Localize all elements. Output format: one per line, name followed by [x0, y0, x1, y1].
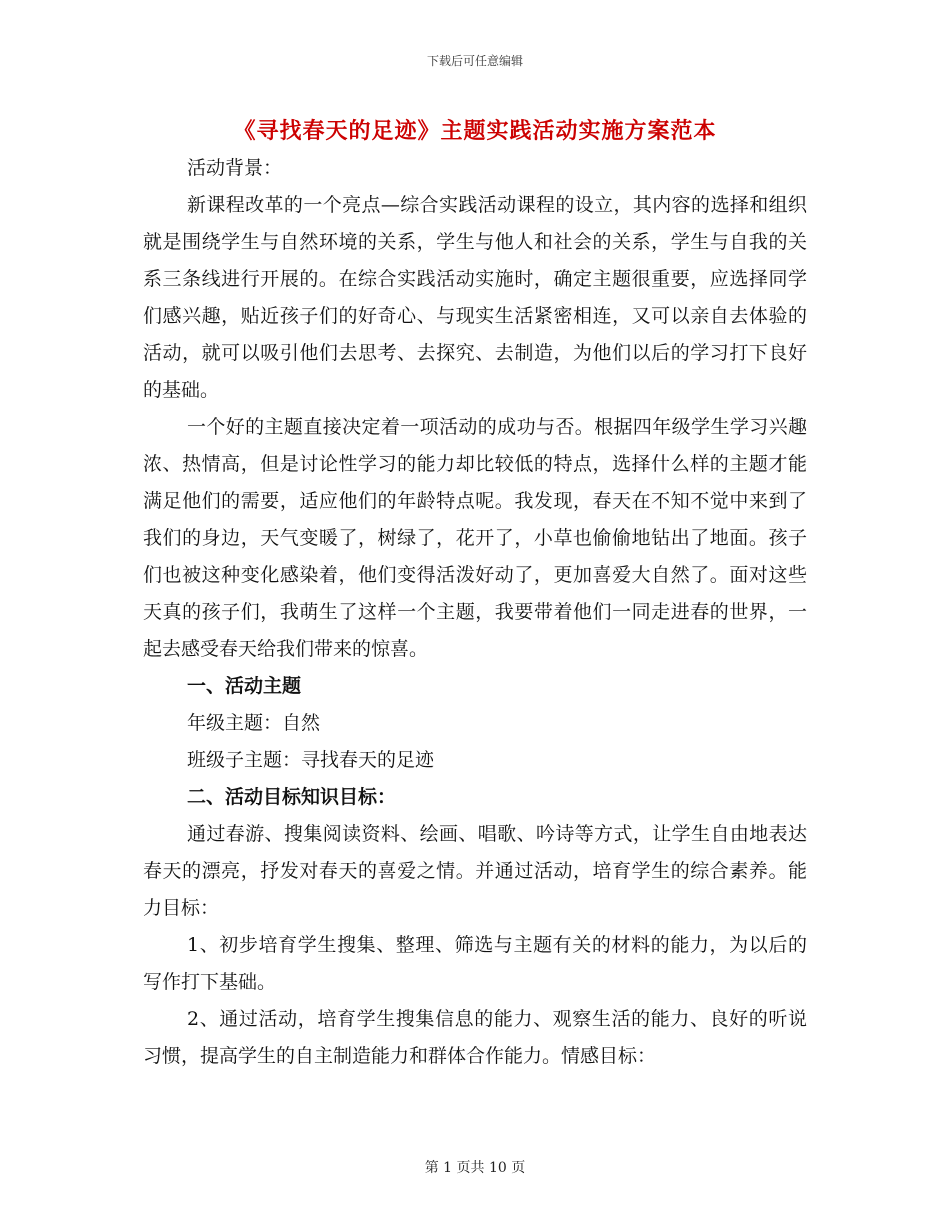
- paragraph-knowledge-goal: 通过春游、搜集阅读资料、绘画、唱歌、吟诗等方式，让学生自由地表达春天的漂亮，抒发对春天的喜爱之情。并通过活动，培育学生的综合素养。能力目标：: [143, 823, 807, 919]
- paragraph-ability-goal-2: 2、通过活动，培育学生搜集信息的能力、观察生活的能力、良好的听说习惯，提高学生的自主制造能力和群体合作能力。情感目标：: [143, 1008, 807, 1067]
- document-body: [143, 150, 807, 1075]
- paragraph-background-2: 一个好的主题直接决定着一项活动的成功与否。根据四年级学生学习兴趣浓、热情高，但是讨论性学习的能力却比较低的特点，选择什么样的主题才能满足他们的需要，适应他们的年龄特点呢。我发现，春天在不知不觉中来到了我们的身边，天气变暖了，树绿了，花开了，小草也偷偷地钻出了地面。孩子们也被这种变化感染着，他们变得活泼好动了，更加喜爱大自然了。面对这些天真的孩子们，我萌生了这样一个主题，我要带着他们一同走进春的世界，一起去感受春天给我们带来的惊喜。: [143, 416, 807, 660]
- page-header-note: 下载后可任意编辑: [426, 54, 523, 68]
- section-heading-goals: 二、活动目标知识目标：: [187, 786, 397, 808]
- paragraph-grade-theme: 年级主题：自然: [187, 712, 321, 734]
- page-number: 第 1 页共 10 页: [424, 1160, 526, 1176]
- document-title: 《寻找春天的足迹》主题实践活动实施方案范本: [233, 118, 717, 144]
- section-label-background: 活动背景：: [187, 157, 283, 179]
- paragraph-ability-goal-1: 1、初步培育学生搜集、整理、筛选与主题有关的材料的能力，为以后的写作打下基础。: [143, 934, 807, 993]
- paragraph-class-theme: 班级子主题：寻找春天的足迹: [187, 749, 435, 771]
- paragraph-background-1: 新课程改革的一个亮点—综合实践活动课程的设立，其内容的选择和组织就是围绕学生与自然环境的关系，学生与他人和社会的关系，学生与自我的关系三条线进行开展的。在综合实践活动实施时，确定主题很重要，应选择同学们感兴趣，贴近孩子们的好奇心、与现实生活紧密相连，又可以亲自去体验的活动，就可以吸引他们去思考、去探究、去制造，为他们以后的学习打下良好的基础。: [143, 194, 807, 401]
- section-heading-theme: 一、活动主题: [187, 675, 302, 697]
